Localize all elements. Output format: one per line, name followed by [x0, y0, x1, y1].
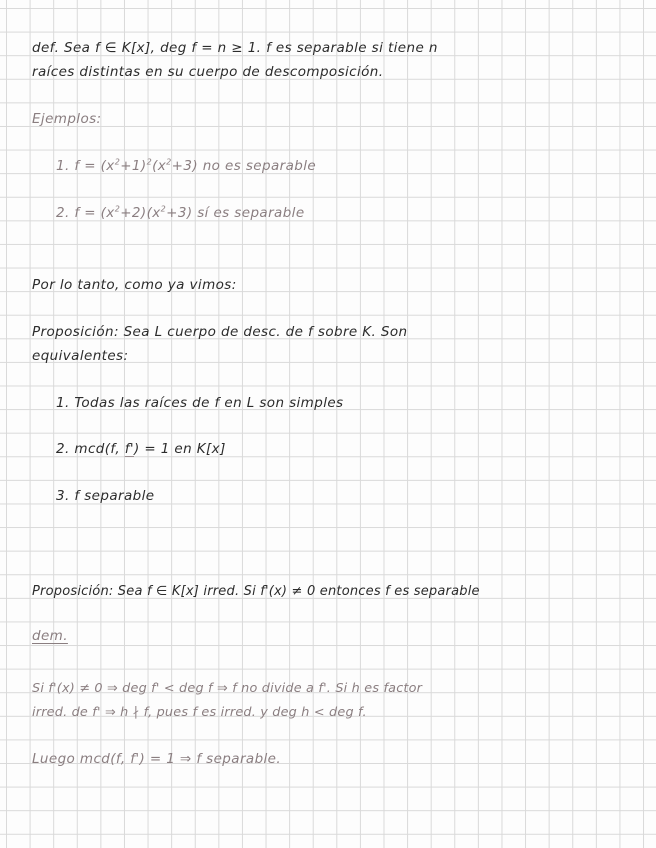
- item-number: 1.: [56, 395, 70, 411]
- transition-text: Por lo tanto, como ya vimos:: [32, 277, 237, 293]
- example-1-number: 1.: [56, 158, 70, 174]
- item-number: 3.: [56, 488, 70, 504]
- example-2-formula: $f = (x^2+2)(x^2+3)$ sí es separable: [74, 204, 305, 221]
- proposition-1-line-1: Proposición: Sea L cuerpo de desc. de f sobre K. Son: [32, 324, 408, 340]
- proof-line-2: irred. de f' ⇒ h ∤ f, pues f es irred. y deg h < deg f.: [32, 705, 367, 720]
- proposition-1-item: [56, 395, 343, 411]
- definition-line-1: def. Sea f ∈ K[x], deg f = n ≥ 1. f es separable si tiene n: [32, 40, 438, 56]
- item-number: 2.: [56, 441, 70, 457]
- example-2-number: 2.: [56, 205, 70, 221]
- proof-heading: dem.: [32, 628, 68, 644]
- definition-line-2: raíces distintas en su cuerpo de descomposición.: [32, 64, 384, 80]
- proposition-2: Proposición: Sea f ∈ K[x] irred. Si f'(x) ≠ 0 entonces f es separable: [32, 584, 480, 599]
- example-1-formula: $f = (x^2+1)^2(x^2+3)$ no es separable: [74, 157, 317, 174]
- proposition-1-item: [56, 441, 226, 457]
- item-text: f separable: [74, 488, 155, 504]
- proof-line-3: Luego mcd(f, f') = 1 ⇒ f separable.: [32, 751, 282, 767]
- item-text: Todas las raíces de f en L son simples: [74, 395, 344, 411]
- item-text: mcd(f, f') = 1 en K[x]: [74, 441, 226, 457]
- examples-heading: Ejemplos:: [32, 111, 102, 127]
- proposition-1-item: [56, 488, 154, 504]
- example-1: [56, 158, 316, 174]
- proposition-1-line-2: equivalentes:: [32, 348, 129, 364]
- proof-line-1: Si f'(x) ≠ 0 ⇒ deg f' < deg f ⇒ f no divide a f'. Si h es factor: [32, 681, 423, 696]
- example-2: [56, 205, 305, 221]
